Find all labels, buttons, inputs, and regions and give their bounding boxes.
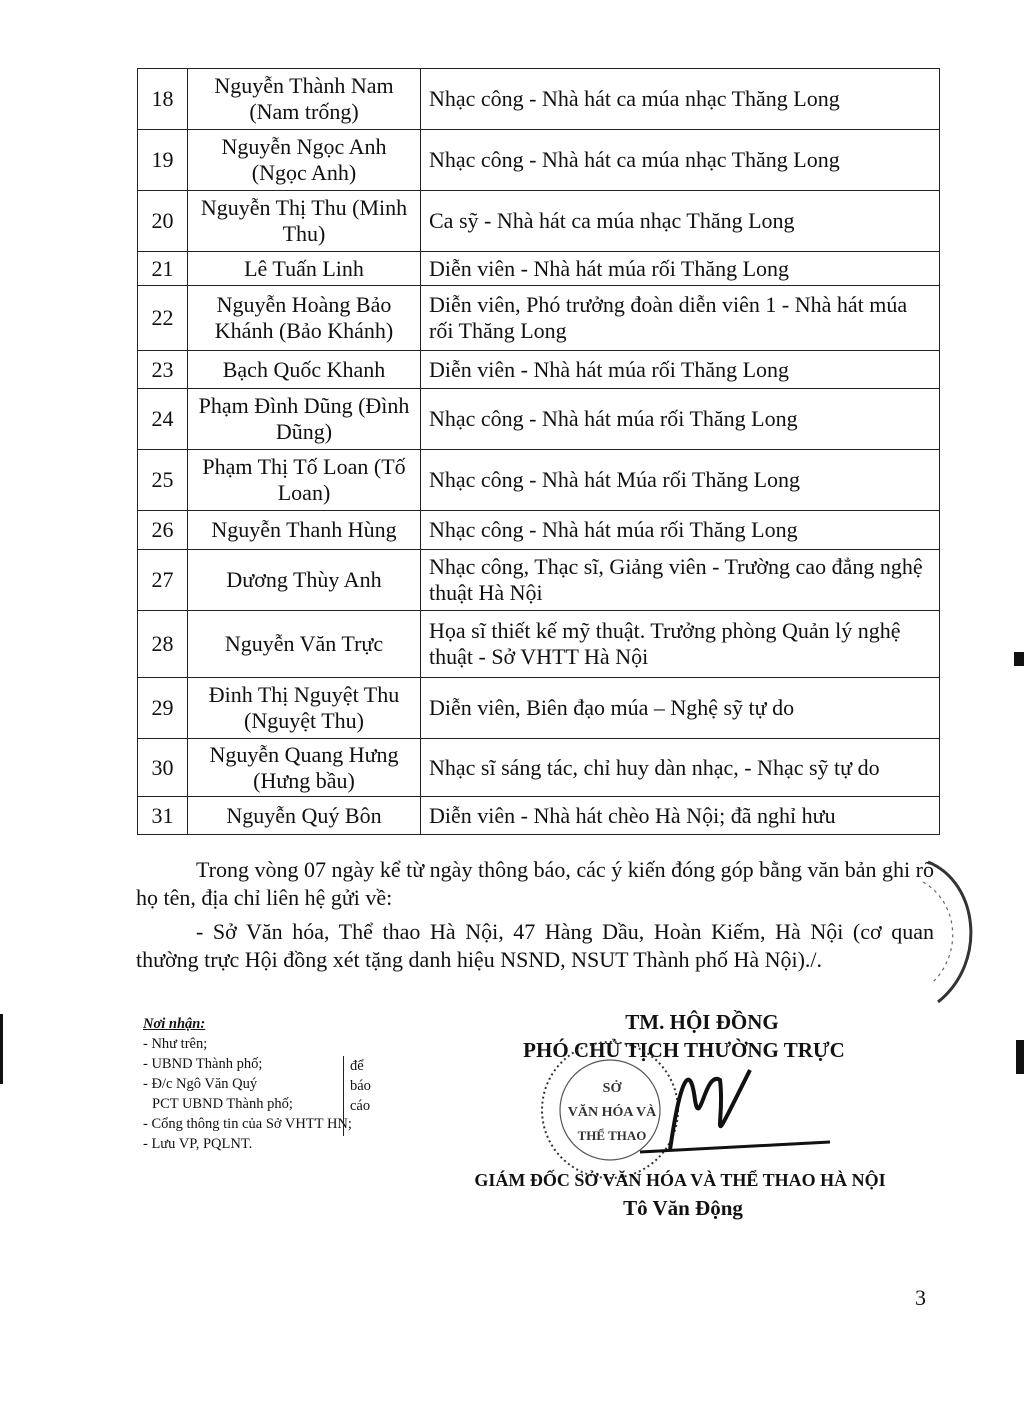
notice-paragraph: Trong vòng 07 ngày kể từ ngày thông báo, các ý kiến đóng góp bằng văn bản ghi rõ họ tên, địa chỉ liên hệ gửi về: bbox=[136, 857, 934, 910]
honoree-name: Nguyễn Hoàng Bảo Khánh (Bảo Khánh) bbox=[188, 286, 421, 351]
signer-title: PHÓ CHỦ TỊCH THƯỜNG TRỰC bbox=[523, 1038, 845, 1062]
table-row bbox=[138, 389, 940, 450]
row-number: 31 bbox=[138, 797, 188, 835]
recipient-line: - Cổng thông tin của Sở VHTT HN; bbox=[143, 1116, 352, 1132]
recipient-line: PCT UBND Thành phố; bbox=[152, 1096, 293, 1112]
scan-edge-mark bbox=[0, 1014, 3, 1084]
stamp-line: VĂN HÓA VÀ bbox=[567, 1105, 657, 1120]
row-number: 19 bbox=[138, 130, 188, 191]
recipient-line: - Lưu VP, PQLNT. bbox=[143, 1136, 253, 1152]
row-number: 22 bbox=[138, 286, 188, 351]
honoree-name: Đinh Thị Nguyệt Thu (Nguyệt Thu) bbox=[188, 678, 421, 739]
honoree-role: Diễn viên, Phó trưởng đoàn diễn viên 1 - Nhà hát múa rối Thăng Long bbox=[421, 286, 940, 351]
honoree-name: Nguyễn Thành Nam (Nam trống) bbox=[188, 69, 421, 130]
honoree-role: Nhạc công - Nhà hát múa rối Thăng Long bbox=[421, 511, 940, 550]
honoree-role: Nhạc công - Nhà hát ca múa nhạc Thăng Long bbox=[421, 130, 940, 191]
scan-edge-mark bbox=[1016, 1040, 1024, 1074]
honoree-name: Phạm Đình Dũng (Đình Dũng) bbox=[188, 389, 421, 450]
table-row bbox=[138, 550, 940, 611]
honoree-table bbox=[137, 68, 940, 835]
report-bracket-note bbox=[343, 1056, 386, 1136]
honoree-name: Nguyễn Thanh Hùng bbox=[188, 511, 421, 550]
row-number: 24 bbox=[138, 389, 188, 450]
recipient-line: - Như trên; bbox=[143, 1036, 208, 1052]
page-number: 3 bbox=[915, 1285, 926, 1310]
honoree-role: Diễn viên - Nhà hát múa rối Thăng Long bbox=[421, 351, 940, 389]
honoree-name: Nguyễn Ngọc Anh (Ngọc Anh) bbox=[188, 130, 421, 191]
table-row bbox=[138, 252, 940, 286]
row-number: 28 bbox=[138, 611, 188, 678]
honoree-name: Nguyễn Thị Thu (Minh Thu) bbox=[188, 191, 421, 252]
honoree-role: Họa sĩ thiết kế mỹ thuật. Trưởng phòng Quản lý nghệ thuật - Sở VHTT Hà Nội bbox=[421, 611, 940, 678]
honoree-role: Nhạc sĩ sáng tác, chỉ huy dàn nhạc, - Nhạc sỹ tự do bbox=[421, 739, 940, 797]
row-number: 18 bbox=[138, 69, 188, 130]
table-row bbox=[138, 611, 940, 678]
handwritten-signature bbox=[670, 1070, 750, 1150]
honoree-role: Nhạc công - Nhà hát múa rối Thăng Long bbox=[421, 389, 940, 450]
honoree-role: Ca sỹ - Nhà hát ca múa nhạc Thăng Long bbox=[421, 191, 940, 252]
table-row bbox=[138, 191, 940, 252]
honoree-name: Dương Thùy Anh bbox=[188, 550, 421, 611]
honoree-role: Diễn viên, Biên đạo múa – Nghệ sỹ tự do bbox=[421, 678, 940, 739]
signer-position: GIÁM ĐỐC SỞ VĂN HÓA VÀ THỂ THAO HÀ NỘI bbox=[474, 1170, 886, 1190]
row-number: 26 bbox=[138, 511, 188, 550]
table-row bbox=[138, 286, 940, 351]
recipients-block bbox=[143, 1014, 352, 1154]
row-number: 25 bbox=[138, 450, 188, 511]
row-number: 23 bbox=[138, 351, 188, 389]
council-label: TM. HỘI ĐỒNG bbox=[625, 1010, 779, 1034]
seal-fragment-icon bbox=[918, 852, 988, 1012]
table-row bbox=[138, 678, 940, 739]
honoree-name: Nguyễn Văn Trực bbox=[188, 611, 421, 678]
honoree-role: Diễn viên - Nhà hát múa rối Thăng Long bbox=[421, 252, 940, 286]
row-number: 21 bbox=[138, 252, 188, 286]
bracket-word: để bbox=[350, 1058, 364, 1074]
honoree-name: Nguyễn Quang Hưng (Hưng bầu) bbox=[188, 739, 421, 797]
table-row bbox=[138, 739, 940, 797]
honoree-name: Nguyễn Quý Bôn bbox=[188, 797, 421, 835]
honoree-name: Lê Tuấn Linh bbox=[188, 252, 421, 286]
table-row bbox=[138, 797, 940, 835]
bracket-word: cáo bbox=[350, 1098, 371, 1114]
bracket-word: báo bbox=[350, 1078, 371, 1094]
row-number: 30 bbox=[138, 739, 188, 797]
recipient-line: - Đ/c Ngô Văn Quý bbox=[143, 1076, 258, 1092]
scan-edge-mark bbox=[1014, 652, 1024, 666]
stamp-line: SỞ bbox=[602, 1081, 622, 1096]
honoree-name: Phạm Thị Tố Loan (Tố Loan) bbox=[188, 450, 421, 511]
contact-paragraph: - Sở Văn hóa, Thể thao Hà Nội, 47 Hàng Dầu, Hoàn Kiếm, Hà Nội (cơ quan thường trực Hội đồng xét tặng danh hiệu NSND, NSUT Thành phố Hà Nội)./. bbox=[136, 919, 934, 972]
table-row bbox=[138, 130, 940, 191]
table-row bbox=[138, 69, 940, 130]
signer-name: Tô Văn Động bbox=[623, 1196, 743, 1220]
row-number: 27 bbox=[138, 550, 188, 611]
recipient-line: - UBND Thành phố; bbox=[143, 1056, 263, 1072]
table-row bbox=[138, 450, 940, 511]
honoree-role: Nhạc công - Nhà hát ca múa nhạc Thăng Long bbox=[421, 69, 940, 130]
stamp-line: THỂ THAO bbox=[577, 1128, 647, 1143]
honoree-role: Diễn viên - Nhà hát chèo Hà Nội; đã nghỉ hưu bbox=[421, 797, 940, 835]
official-stamp-icon bbox=[520, 1040, 840, 1180]
row-number: 20 bbox=[138, 191, 188, 252]
honoree-role: Nhạc công, Thạc sĩ, Giảng viên - Trường cao đẳng nghệ thuật Hà Nội bbox=[421, 550, 940, 611]
table-row bbox=[138, 351, 940, 389]
row-number: 29 bbox=[138, 678, 188, 739]
table-row bbox=[138, 511, 940, 550]
honoree-role: Nhạc công - Nhà hát Múa rối Thăng Long bbox=[421, 450, 940, 511]
honoree-name: Bạch Quốc Khanh bbox=[188, 351, 421, 389]
recipients-title: Nơi nhận: bbox=[143, 1016, 206, 1032]
